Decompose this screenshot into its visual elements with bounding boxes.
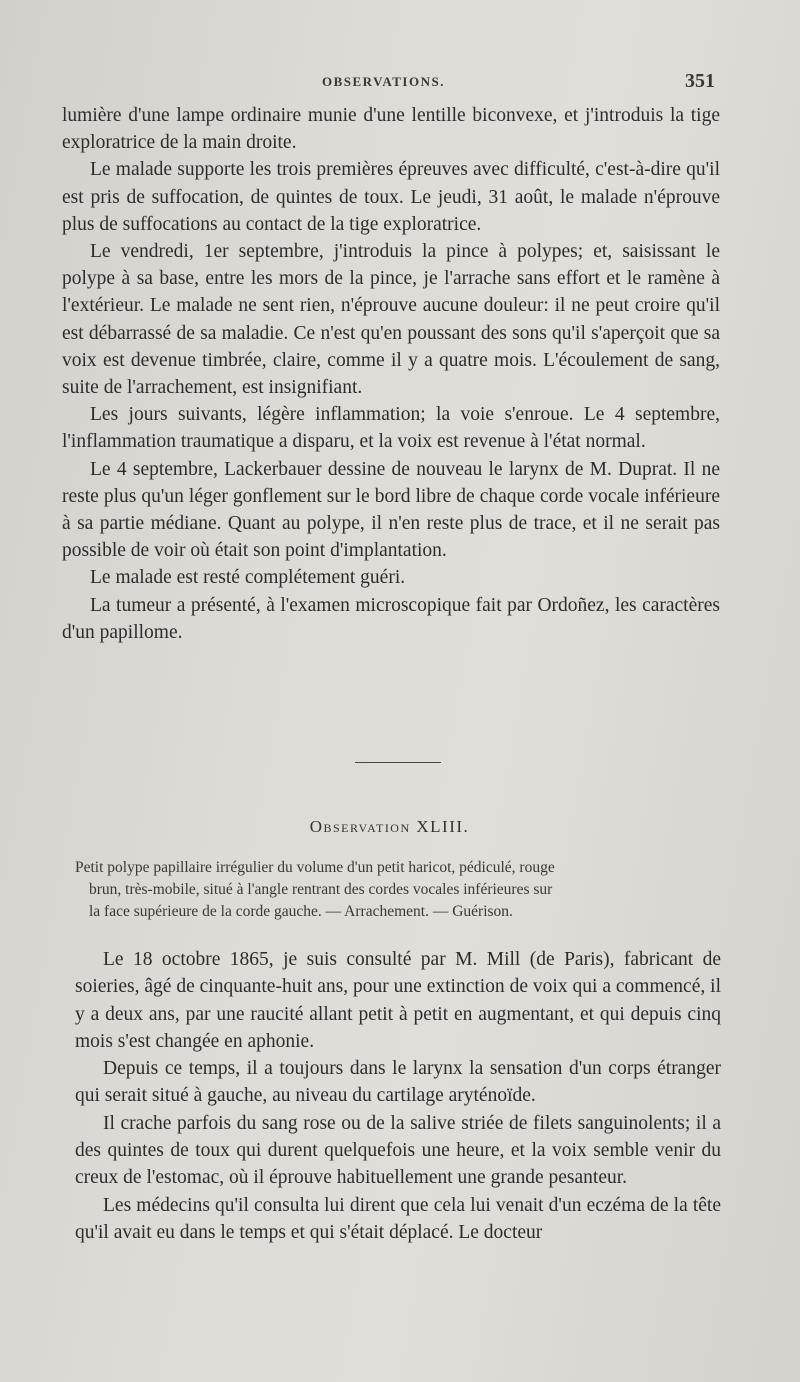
body-text-top xyxy=(62,102,720,646)
observation-heading: Observation XLIII. xyxy=(309,817,470,836)
observation-summary xyxy=(75,857,721,923)
paragraph: La tumeur a présenté, à l'examen microscopique fait par Ordoñez, les caractères d'un papillome. xyxy=(62,594,720,643)
paragraph: Le malade supporte les trois premières épreuves avec difficulté, c'est-à-dire qu'il est pris de suffocation, de quintes de toux. Le jeudi, 31 août, le malade n'éprouve plus de suffocations au contact de la tige exploratrice. xyxy=(62,159,720,235)
paragraph: Le 4 septembre, Lackerbauer dessine de nouveau le larynx de M. Duprat. Il ne reste plus qu'un léger gonflement sur le bord libre de chaque corde vocale inférieure à sa partie médiane. Quant au polype, il n'en reste plus de trace, et il ne serait pas possible de voir où était son point d'implantation. xyxy=(62,458,720,562)
summary-line: Petit polype papillaire irrégulier du volume d'un petit haricot, pédiculé, rouge xyxy=(75,859,555,876)
summary-line: la face supérieure de la corde gauche. — Arrachement. — Guérison. xyxy=(89,903,513,920)
paragraph: Le malade est resté complétement guéri. xyxy=(90,567,406,589)
paragraph: Les jours suivants, légère inflammation; la voie s'enroue. Le 4 septembre, l'inflammation traumatique a disparu, et la voix est revenue à l'état normal. xyxy=(62,404,720,453)
paragraph: Le vendredi, 1er septembre, j'introduis la pince à polypes; et, saisissant le polype à sa base, entre les mors de la pince, je l'arrache sans effort et le ramène à l'extérieur. Le malade ne sent rien, n'éprouve aucune douleur: il ne peut croire qu'il est débarrassé de sa maladie. Ce n'est qu'en poussant des sons qu'il s'aperçoit que sa voix est devenue timbrée, claire, comme il y a quatre mois. L'écoulement de sang, suite de l'arrachement, est insignifiant. xyxy=(62,241,720,399)
summary-line: brun, très-mobile, situé à l'angle rentrant des cordes vocales inférieures sur xyxy=(89,881,553,898)
paragraph: Le 18 octobre 1865, je suis consulté par M. Mill (de Paris), fabricant de soieries, âgé de cinquante-huit ans, pour une extinction de voix qui a commencé, il y a deux ans, par une raucité allant petit à petit en augmentant, et qui depuis cinq mois s'est changée en aphonie. xyxy=(75,949,721,1052)
paragraph: Les médecins qu'il consulta lui dirent que cela lui venait d'un eczéma de la tête qu'il avait eu dans le temps et qui s'était déplacé. Le docteur xyxy=(75,1194,721,1243)
section-divider xyxy=(355,762,441,763)
page-header xyxy=(60,70,715,100)
page-number: 351 xyxy=(685,70,715,92)
body-text-bottom xyxy=(75,946,721,1246)
paragraph: Depuis ce temps, il a toujours dans le larynx la sensation d'un corps étranger qui serait situé à gauche, au niveau du cartilage aryténoïde. xyxy=(75,1058,721,1107)
paragraph: Il crache parfois du sang rose ou de la salive striée de filets sanguinolents; il a des quintes de toux qui durent quelquefois une heure, et la voix semble venir du creux de l'estomac, où il éprouve habituellement une grande pesanteur. xyxy=(75,1112,721,1189)
running-title: OBSERVATIONS. xyxy=(322,74,445,89)
paragraph: lumière d'une lampe ordinaire munie d'une lentille biconvexe, et j'introduis la tige exploratrice de la main droite. xyxy=(62,105,720,154)
